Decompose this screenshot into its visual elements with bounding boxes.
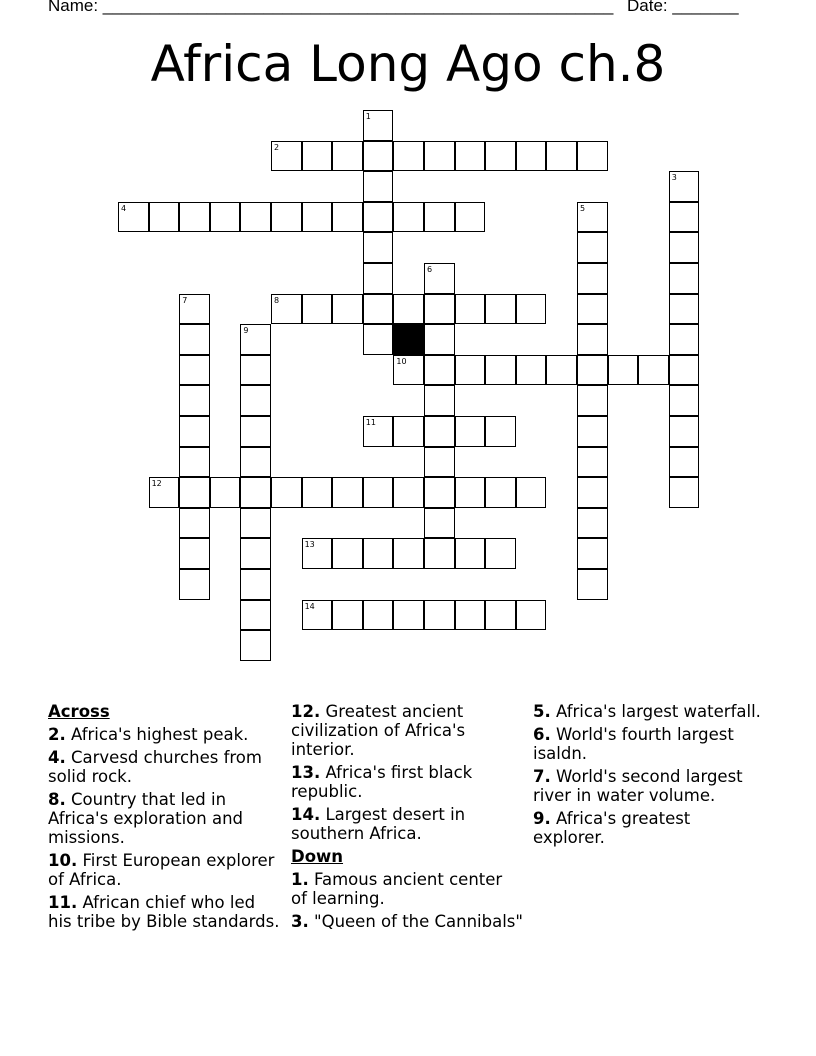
- grid-cell[interactable]: [577, 202, 608, 233]
- clue-across-4: 4. Carvesd churches from solid rock.: [48, 748, 262, 786]
- grid-cell[interactable]: [118, 202, 149, 233]
- grid-cell[interactable]: [363, 294, 394, 325]
- grid-cell[interactable]: [577, 355, 608, 386]
- grid-cell[interactable]: [210, 202, 241, 233]
- grid-cell[interactable]: [210, 477, 241, 508]
- grid-cell[interactable]: [271, 294, 302, 325]
- grid-cell[interactable]: [424, 385, 455, 416]
- clue-number: 2: [274, 142, 280, 152]
- grid-cell[interactable]: [424, 477, 455, 508]
- grid-cell[interactable]: [577, 508, 608, 539]
- clue-down-1: 1. Famous ancient center of learning.: [291, 870, 503, 908]
- clue-down-5: 5. Africa's largest waterfall.: [533, 702, 761, 721]
- date-field: Date: _______: [627, 0, 739, 15]
- grid-cell[interactable]: [424, 263, 455, 294]
- clue-number: 14: [304, 601, 315, 611]
- grid-cell[interactable]: [302, 477, 333, 508]
- grid-cell[interactable]: [577, 385, 608, 416]
- grid-cell[interactable]: [485, 538, 516, 569]
- grid-cell[interactable]: [546, 355, 577, 386]
- grid-cell[interactable]: [516, 294, 547, 325]
- grid-cell[interactable]: [455, 477, 486, 508]
- grid-cell[interactable]: [577, 416, 608, 447]
- clue-down-6: 6. World's fourth largest isaldn.: [533, 725, 734, 763]
- grid-cell[interactable]: [393, 600, 424, 631]
- clue-number: 8: [274, 295, 280, 305]
- clue-column-1: [48, 702, 280, 935]
- grid-cell[interactable]: [363, 263, 394, 294]
- grid-cell[interactable]: [302, 202, 333, 233]
- grid-cell[interactable]: [669, 385, 700, 416]
- grid-cell[interactable]: [669, 324, 700, 355]
- grid-cell[interactable]: [363, 171, 394, 202]
- grid-cell[interactable]: [393, 141, 424, 172]
- grid-cell[interactable]: [332, 477, 363, 508]
- grid-cell[interactable]: [455, 294, 486, 325]
- grid-cell[interactable]: [240, 508, 271, 539]
- grid-cell[interactable]: [332, 294, 363, 325]
- grid-cell[interactable]: [271, 141, 302, 172]
- grid-cell[interactable]: [179, 202, 210, 233]
- grid-cell[interactable]: [669, 171, 700, 202]
- grid-cell[interactable]: [179, 324, 210, 355]
- grid-cell[interactable]: [669, 355, 700, 386]
- grid-cell[interactable]: [363, 600, 394, 631]
- grid-cell[interactable]: [424, 141, 455, 172]
- grid-cell[interactable]: [332, 538, 363, 569]
- clue-column-3: [533, 702, 765, 851]
- grid-cell[interactable]: [577, 569, 608, 600]
- clue-across-13: 13. Africa's first black republic.: [291, 763, 473, 801]
- grid-cell[interactable]: [363, 141, 394, 172]
- grid-cell[interactable]: [240, 416, 271, 447]
- clue-number: 4: [121, 203, 127, 213]
- grid-cell[interactable]: [271, 202, 302, 233]
- grid-cell[interactable]: [302, 538, 333, 569]
- grid-cell[interactable]: [516, 600, 547, 631]
- grid-cell[interactable]: [271, 477, 302, 508]
- grid-cell[interactable]: [240, 569, 271, 600]
- clue-number: 3: [671, 173, 677, 183]
- grid-cell[interactable]: [455, 538, 486, 569]
- grid-cell[interactable]: [240, 477, 271, 508]
- grid-cell[interactable]: [179, 538, 210, 569]
- grid-cell[interactable]: [424, 508, 455, 539]
- grid-cell[interactable]: [485, 141, 516, 172]
- clue-number: 6: [427, 265, 433, 274]
- grid-cell[interactable]: [363, 538, 394, 569]
- grid-cell[interactable]: [455, 355, 486, 386]
- grid-cell[interactable]: [669, 477, 700, 508]
- grid-cell[interactable]: [577, 324, 608, 355]
- grid-cell[interactable]: [577, 447, 608, 478]
- grid-cell[interactable]: [179, 569, 210, 600]
- grid-cell[interactable]: [455, 202, 486, 233]
- clue-number: 10: [396, 356, 407, 366]
- clue-column-2: [291, 702, 523, 935]
- grid-cell[interactable]: [669, 447, 700, 478]
- grid-cell[interactable]: [332, 202, 363, 233]
- grid-cell[interactable]: [669, 202, 700, 233]
- grid-cell[interactable]: [363, 416, 394, 447]
- grid-cell[interactable]: [393, 416, 424, 447]
- grid-cell[interactable]: [424, 538, 455, 569]
- grid-cell[interactable]: [393, 538, 424, 569]
- grid-cell[interactable]: [179, 416, 210, 447]
- grid-cell[interactable]: [149, 477, 180, 508]
- grid-cell[interactable]: [577, 232, 608, 263]
- grid-cell[interactable]: [577, 294, 608, 325]
- grid-cell[interactable]: [149, 202, 180, 233]
- clue-number: 12: [151, 479, 162, 489]
- clue-down-7: 7. World's second largest river in water volume.: [533, 767, 743, 805]
- grid-cell[interactable]: [516, 477, 547, 508]
- name-field: Name: ______________________________________________________: [48, 0, 614, 15]
- clue-down-9: 9. Africa's greatest explorer.: [533, 809, 691, 847]
- grid-cell[interactable]: [240, 538, 271, 569]
- grid-cell[interactable]: [363, 110, 394, 141]
- clue-down-3: 3. "Queen of the Cannibals": [291, 912, 523, 931]
- grid-cell[interactable]: [577, 263, 608, 294]
- grid-cell[interactable]: [424, 294, 455, 325]
- grid-cell[interactable]: [179, 294, 210, 325]
- down-heading: Down: [291, 847, 344, 866]
- page-title: Africa Long Ago ch.8: [150, 35, 666, 93]
- grid-cell[interactable]: [669, 416, 700, 447]
- grid-cell[interactable]: [332, 600, 363, 631]
- grid-cell[interactable]: [577, 141, 608, 172]
- clue-across-11: 11. African chief who led his tribe by Bible standards.: [48, 893, 280, 931]
- grid-cell[interactable]: [424, 416, 455, 447]
- clue-number: 1: [365, 112, 371, 121]
- grid-cell[interactable]: [516, 141, 547, 172]
- grid-cell[interactable]: [516, 355, 547, 386]
- grid-cell[interactable]: [424, 202, 455, 233]
- grid-cell[interactable]: [546, 141, 577, 172]
- grid-cell[interactable]: [577, 477, 608, 508]
- grid-cell[interactable]: [455, 141, 486, 172]
- grid-cell[interactable]: [363, 232, 394, 263]
- grid-cell[interactable]: [485, 355, 516, 386]
- grid-black-cell: [393, 324, 424, 355]
- grid-cell[interactable]: [424, 447, 455, 478]
- clue-number: 7: [182, 295, 188, 305]
- grid-cell[interactable]: [669, 232, 700, 263]
- grid-cell[interactable]: [240, 324, 271, 355]
- grid-cell[interactable]: [179, 508, 210, 539]
- grid-cell[interactable]: [240, 630, 271, 661]
- grid-cell[interactable]: [455, 600, 486, 631]
- grid-cell[interactable]: [485, 416, 516, 447]
- grid-cell[interactable]: [240, 447, 271, 478]
- grid-cell[interactable]: [455, 416, 486, 447]
- grid-cell[interactable]: [424, 324, 455, 355]
- grid-cell[interactable]: [179, 385, 210, 416]
- clue-across-10: 10. First European explorer of Africa.: [48, 851, 275, 889]
- grid-cell[interactable]: [302, 141, 333, 172]
- clue-number: 9: [243, 326, 249, 336]
- grid-cell[interactable]: [424, 600, 455, 631]
- grid-cell[interactable]: [363, 477, 394, 508]
- grid-cell[interactable]: [240, 202, 271, 233]
- clue-number: 11: [365, 418, 376, 427]
- grid-cell[interactable]: [608, 355, 639, 386]
- grid-cell[interactable]: [179, 355, 210, 386]
- grid-cell[interactable]: [179, 477, 210, 508]
- grid-cell[interactable]: [302, 294, 333, 325]
- grid-cell[interactable]: [363, 324, 394, 355]
- grid-cell[interactable]: [393, 202, 424, 233]
- clue-across-12: 12. Greatest ancient civilization of Africa's interior.: [291, 702, 466, 759]
- grid-cell[interactable]: [302, 600, 333, 631]
- grid-cell[interactable]: [638, 355, 669, 386]
- grid-cell[interactable]: [485, 600, 516, 631]
- grid-cell[interactable]: [485, 477, 516, 508]
- clue-number: 5: [580, 203, 586, 213]
- grid-cell[interactable]: [485, 294, 516, 325]
- grid-cell[interactable]: [363, 202, 394, 233]
- clue-number: 13: [304, 540, 315, 550]
- grid-cell[interactable]: [240, 385, 271, 416]
- clue-across-2: 2. Africa's highest peak.: [48, 725, 249, 744]
- grid-cell[interactable]: [240, 355, 271, 386]
- clue-across-14: 14. Largest desert in southern Africa.: [291, 805, 466, 843]
- grid-cell[interactable]: [669, 263, 700, 294]
- grid-cell[interactable]: [393, 294, 424, 325]
- grid-cell[interactable]: [393, 477, 424, 508]
- grid-cell[interactable]: [424, 355, 455, 386]
- grid-cell[interactable]: [669, 294, 700, 325]
- grid-cell[interactable]: [393, 355, 424, 386]
- grid-cell[interactable]: [577, 538, 608, 569]
- grid-cell[interactable]: [332, 141, 363, 172]
- across-heading: Across: [48, 702, 110, 721]
- grid-cell[interactable]: [240, 600, 271, 631]
- clue-across-8: 8. Country that led in Africa's exploration and missions.: [48, 790, 244, 847]
- grid-cell[interactable]: [179, 447, 210, 478]
